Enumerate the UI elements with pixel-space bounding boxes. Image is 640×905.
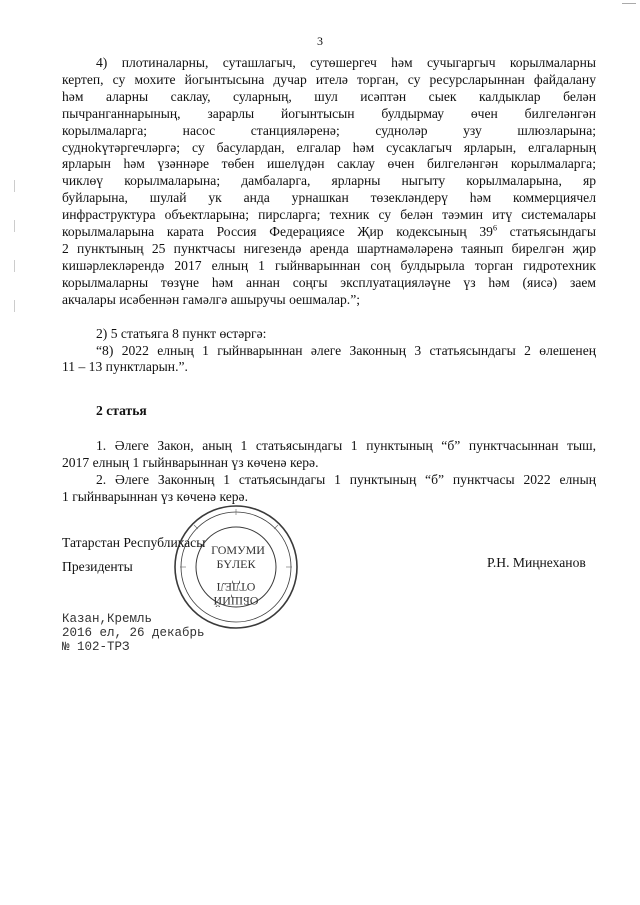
paragraph-line: кертеп, су мохите йогынтысына дучар ителә торган, су ресурсларыннан файдалану [62,71,596,87]
paragraph-line [62,224,596,241]
paragraph-line: ярларын һәм үзәннәре төбен ишелүдән саклау өчен билгеләнгән корылмаларга; [62,156,596,172]
paragraph-line: пычранганнарының, зарарлы йогынтысын булдырмау өчен билгеләнгән [62,105,596,121]
paragraph-line: корылмаларны төзүне һәм аннан соңгы эксплуатацияләүне үз һәм (яисә) заем [62,274,596,290]
article-heading: 2 статья [96,403,147,419]
paragraph-line: кишәрлекләрендә 2017 елның 1 гыйнварыннан соң булдырыла торган гидротехник [62,257,596,273]
signatory-title-line: Президенты [62,559,133,574]
stamp-text: ОТДЕЛ [216,580,256,594]
signing-date: 2016 ел, 26 декабрь [62,626,205,640]
paragraph-line: корылмаларга; насос станцияләренә; судноләр узу шлюзларына; [62,122,596,138]
signatory-name: Р.Н. Миңнеханов [487,555,586,570]
scan-mark [622,3,636,7]
stamp-text: ОБЩИЙ [213,594,259,608]
scan-margin-marks [14,180,16,320]
superscript: 6 [492,223,497,233]
document-body [62,55,596,506]
paragraph-line: 11 – 13 пунктларын.”. [62,359,188,375]
signing-place: Казан,Кремль [62,612,153,626]
paragraph-line: 2) 5 статьяга 8 пункт өстәргә: [96,325,267,341]
paragraph-text: статьясындагы [496,224,596,240]
paragraph-line: акчалары исәбеннән гамәлгә ашыручы оешмалар.”; [62,291,361,307]
paragraph-line: 2 пунктының 25 пунктчасы нигезендә аренда шартнамәләренә таянып бирелгән җир [62,240,596,256]
paragraph-line: 2. Әлеге Законның 1 статьясындагы 1 пунктының “б” пунктчасы 2022 елның [96,472,596,488]
place-date-number [62,612,205,654]
paragraph-line: 2017 елның 1 гыйнварыннан үз көченә керә. [62,455,319,471]
paragraph-text: корылмаларына карата Россия Федерациясе Җир кодексының 39 [62,224,493,240]
stamp-text: ГОМУМИ [211,543,265,557]
stamp-text: БҮЛЕК [216,557,256,571]
paragraph-line: чиклөү корылмаларына; дамбаларга, ярларны ныгыту корылмаларына, яр [62,173,596,189]
paragraph-line: “8) 2022 елның 1 гыйнварыннан әлеге Законның 3 статьясындагы 2 өлешенең [96,342,596,358]
law-number: № 102-ТРЗ [62,640,130,654]
signatory-title-line: Татарстан Республикасы [62,535,206,550]
paragraph-line: 1 гыйнварыннан үз көченә керә. [62,488,248,504]
paragraph-line: судноkүтәргечләргә; су басулардан, елгалар һәм сусаклагыч ярларын, елгаларның [62,139,596,155]
paragraph-line: һәм аларны саклау, суларның, шул исәптән сыек калдыклар белән [62,88,596,104]
paragraph-line: 1. Әлеге Закон, аның 1 статьясындагы 1 пунктының “б” пунктчасыннан тыш, [96,438,596,454]
paragraph-line: 4) плотиналарны, суташлагыч, сутөшергеч һәм сучыгаргыч корылмаларны [96,55,596,70]
paragraph-line: буйларына, шулай ук анда урнашкан төзекләндерү һәм коммерциячел [62,190,596,206]
page-number: 3 [317,34,323,48]
paragraph-line: инфраструктура объектларына; пирсларга; техник су белән тәэмин итү системалары [62,207,596,223]
